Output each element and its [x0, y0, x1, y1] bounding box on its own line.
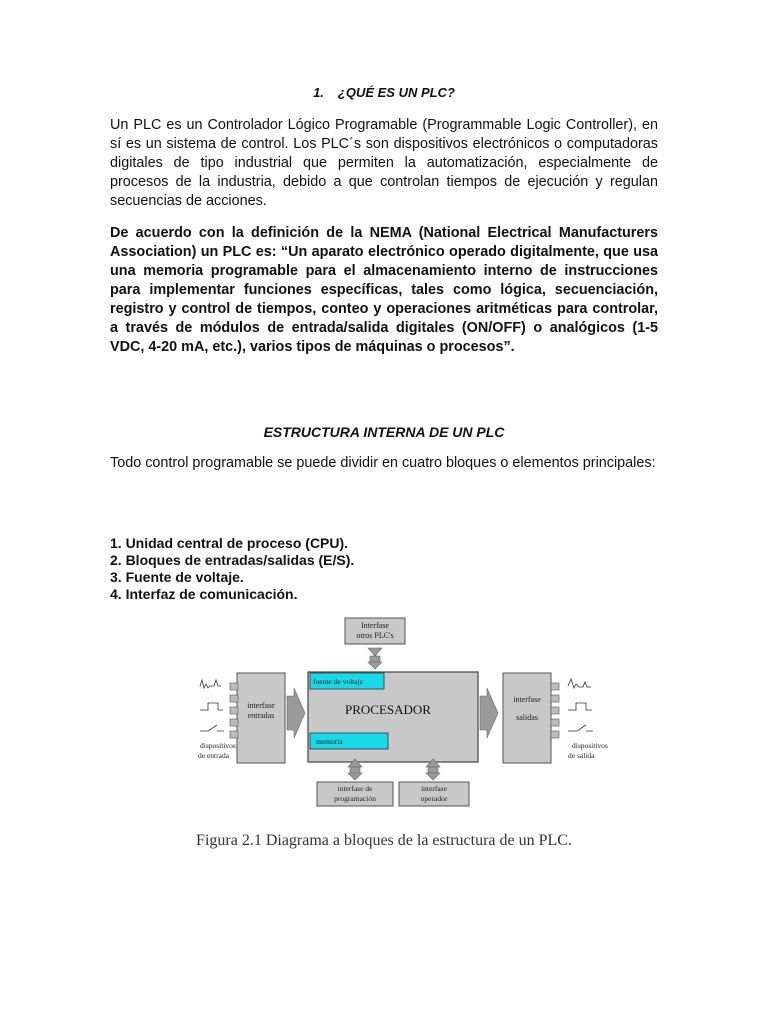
list-item: 2. Bloques de entradas/salidas (E/S).: [110, 552, 355, 568]
operator-interface-box: [399, 782, 469, 806]
top-double-arrow: [368, 648, 382, 669]
input-devices-label-1: dispositivos: [200, 741, 236, 750]
list-item: 4. Interfaz de comunicación.: [110, 586, 298, 602]
section-heading-1: [0, 85, 768, 100]
figure-caption: Figura 2.1 Diagrama a bloques de la estructura de un PLC.: [196, 832, 572, 849]
operator-interface-label-2: operador: [420, 794, 448, 803]
digital-signal-icon: [200, 703, 223, 710]
input-interface-label-1: interfase: [247, 701, 275, 710]
output-interface-label-2: salidas: [516, 713, 538, 722]
analog-output-icon: [568, 679, 591, 688]
voltage-source-label: fuente de voltaje: [313, 677, 363, 686]
list-item: 1. Unidad central de proceso (CPU).: [110, 535, 349, 551]
programming-interface-label-2: programación: [334, 794, 376, 803]
input-interface-label-2: entradas: [247, 711, 275, 720]
input-devices-label-2: de entrada: [198, 751, 230, 760]
paragraph-nema-definition: De acuerdo con la definición de la NEMA (National Electrical Manufacturers Association) un PLC es: “Un aparato electrónico operado digitalmente, que usa una memoria programable para el almacenamiento interno de instrucciones para implementar funciones específicas, tales como lógica, secuenciación, registro y control de tiempos, conteo y operaciones aritméticas para controlar, a través de módulos de entrada/salida digitales (ON/OFF) o analógicos (1-5 VDC, 4-20 mA, etc.), varios tipos de máquinas o procesos”.: [110, 225, 658, 355]
programming-interface-box: [317, 782, 393, 806]
processor-block: [308, 672, 478, 762]
processor-label: PROCESADOR: [345, 702, 431, 717]
list-item: 3. Fuente de voltaje.: [110, 569, 244, 585]
heading-number: 1.: [313, 85, 324, 100]
programming-interface-label-1: interfase de: [337, 784, 373, 793]
paragraph-blocks-intro: Todo control programable se puede dividir en cuatro bloques o elementos principales:: [110, 455, 656, 471]
blocks-list: [110, 535, 354, 603]
output-interface-label-1: interfase: [513, 695, 541, 704]
processor-to-output-arrow: [480, 688, 498, 738]
section-heading-2: ESTRUCTURA INTERNA DE UN PLC: [263, 424, 505, 440]
input-signal-icons: [200, 680, 224, 731]
paragraph-plc-definition: Un PLC es un Controlador Lógico Programable (Programmable Logic Controller), en sí es un sistema de control. Los PLC´s son dispositivos electrónicos o computadoras digitales de tipo industrial que permiten la automatización, especialmente de procesos de la industria, debido a que controlan tiempos de ejecución y regulan secuencias de acciones.: [110, 117, 658, 209]
plc-block-diagram: [180, 616, 620, 856]
output-signal-icons: [568, 679, 593, 731]
input-interface-block: [230, 673, 285, 763]
memory-label: memoria: [316, 737, 343, 746]
input-to-processor-arrow: [287, 688, 305, 738]
digital-output-icon: [568, 703, 592, 710]
output-switch-icon: [568, 725, 593, 731]
other-plcs-label-1: Interfase: [361, 621, 389, 630]
output-devices-label-1: dispositivos: [572, 741, 608, 750]
analog-signal-icon: [200, 680, 221, 688]
heading-title: ¿QUÉ ES UN PLC?: [337, 85, 455, 100]
output-devices-label-2: de salida: [568, 751, 595, 760]
output-interface-block: [503, 673, 559, 763]
switch-icon: [200, 725, 224, 731]
other-plcs-label-2: otros PLC's: [356, 631, 394, 640]
other-plcs-interface-box: [345, 618, 405, 644]
operator-interface-label-1: interfase: [421, 784, 447, 793]
